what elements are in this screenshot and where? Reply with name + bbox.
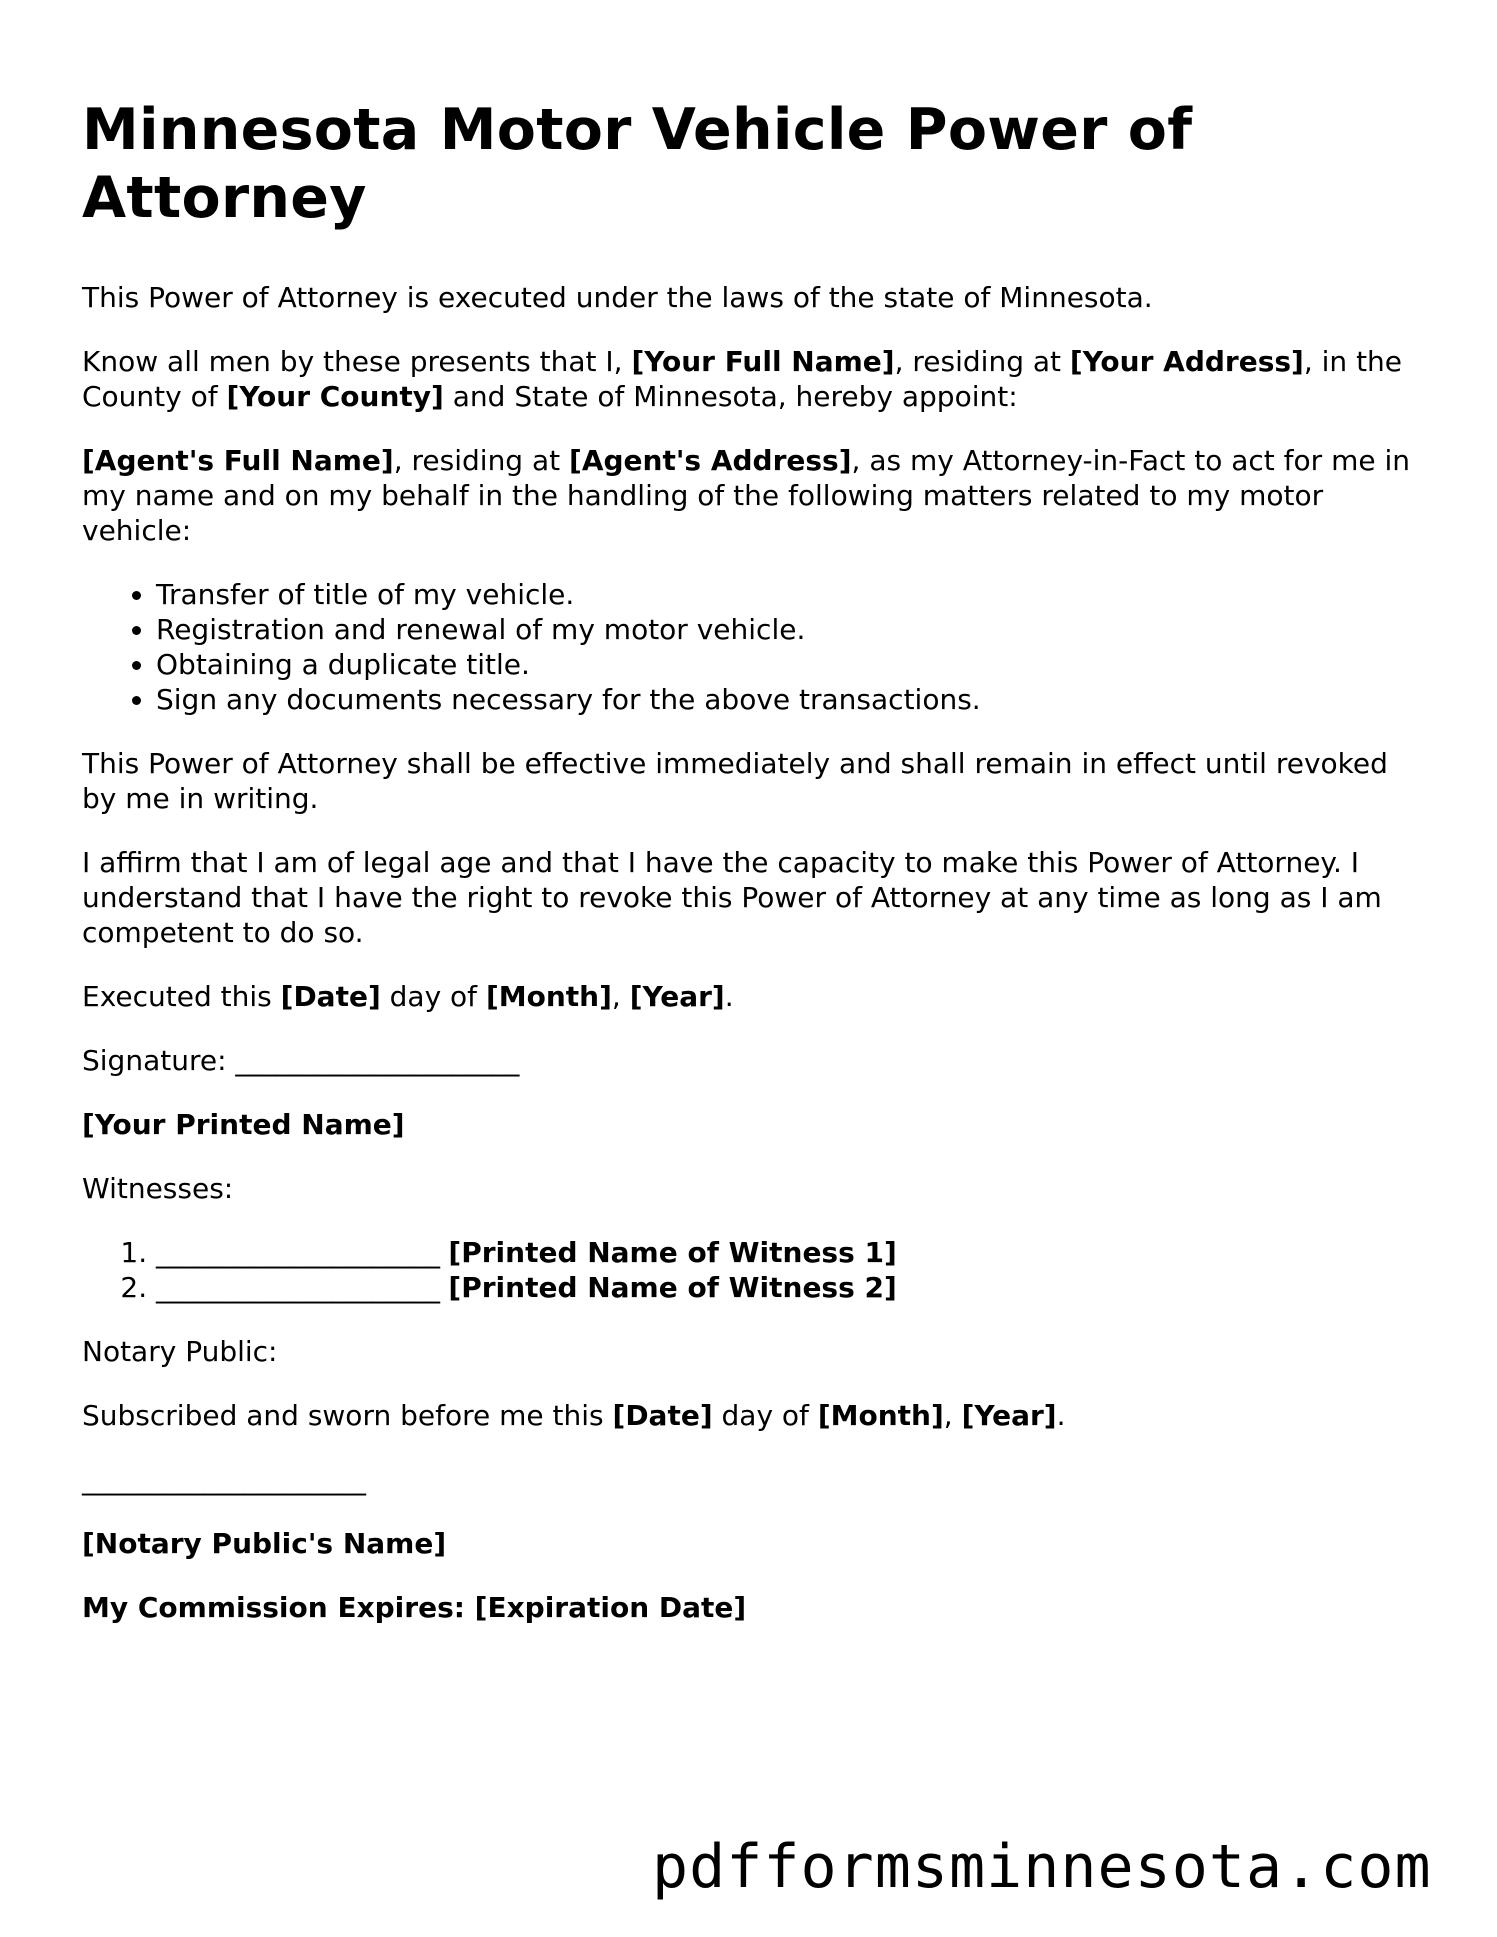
sworn-text-1: Subscribed and sworn before me this: [82, 1399, 613, 1432]
sworn-date-placeholder: [Date]: [612, 1399, 713, 1432]
notary-name-paragraph: [82, 1526, 1422, 1561]
document-title: Minnesota Motor Vehicle Power of Attorney: [82, 97, 1193, 231]
executed-text-2: day of: [380, 980, 486, 1013]
notary-label: Notary Public:: [82, 1335, 278, 1368]
appointment-paragraph: [82, 344, 1422, 414]
agent-name-placeholder: [Agent's Full Name]: [82, 444, 394, 477]
agent-paragraph: [82, 443, 1422, 548]
sworn-paragraph: [82, 1398, 1422, 1433]
agent-address-placeholder: [Agent's Address]: [569, 444, 852, 477]
list-item: [156, 1235, 1422, 1270]
notary-signature-blank[interactable]: _____________________: [82, 1463, 366, 1496]
list-item: • Transfer of title of my vehicle.: [156, 577, 1422, 612]
sworn-text-2: day of: [712, 1399, 818, 1432]
printed-name-paragraph: [82, 1107, 1422, 1142]
effective-paragraph: This Power of Attorney shall be effective immediately and shall remain in effect until revoked by me in writing.: [82, 747, 1388, 815]
document: [82, 96, 1422, 1654]
executed-date-placeholder: [Date]: [280, 980, 381, 1013]
sworn-text-3: ,: [943, 1399, 962, 1432]
notary-name-placeholder: [Notary Public's Name]: [82, 1527, 447, 1560]
list-item: • Sign any documents necessary for the above transactions.: [156, 682, 1422, 717]
intro-paragraph: This Power of Attorney is executed under the laws of the state of Minnesota.: [82, 281, 1153, 314]
witness-signature-blank[interactable]: _____________________: [156, 1236, 440, 1269]
sworn-text-4: .: [1056, 1399, 1066, 1432]
executed-text-4: .: [724, 980, 734, 1013]
powers-list: [82, 577, 1422, 717]
commission-expiration: My Commission Expires: [Expiration Date]: [82, 1591, 747, 1624]
signature-line: [82, 1043, 1422, 1078]
principal-name-placeholder: [Your Full Name]: [631, 345, 895, 378]
principal-county-placeholder: [Your County]: [226, 380, 444, 413]
appointment-text-1: Know all men by these presents that I,: [82, 345, 632, 378]
executed-paragraph: [82, 979, 1422, 1014]
executed-text-3: ,: [611, 980, 630, 1013]
executed-year-placeholder: [Year]: [629, 980, 725, 1013]
list-item: • Registration and renewal of my motor vehicle.: [156, 612, 1422, 647]
witness-name-placeholder: [Printed Name of Witness 2]: [448, 1271, 897, 1304]
commission-paragraph: [82, 1590, 1422, 1625]
principal-address-placeholder: [Your Address]: [1069, 345, 1304, 378]
witnesses-label: Witnesses:: [82, 1172, 234, 1205]
site-watermark: pdfformsminnesota.com: [652, 1832, 1432, 1902]
list-item: • Obtaining a duplicate title.: [156, 647, 1422, 682]
sworn-year-placeholder: [Year]: [961, 1399, 1057, 1432]
appointment-text-4: and State of Minnesota, hereby appoint:: [443, 380, 1018, 413]
witness-signature-blank[interactable]: _____________________: [156, 1271, 440, 1304]
affirmation-paragraph: I affirm that I am of legal age and that I have the capacity to make this Power of Attorney. I understand that I have the right to revoke this Power of Attorney at any time as long as I am competent to do so.: [82, 846, 1382, 949]
signature-label: Signature:: [82, 1044, 236, 1077]
executed-text-1: Executed this: [82, 980, 281, 1013]
executed-month-placeholder: [Month]: [485, 980, 612, 1013]
appointment-text-2: , residing at: [894, 345, 1070, 378]
witness-name-placeholder: [Printed Name of Witness 1]: [448, 1236, 897, 1269]
signature-blank[interactable]: _____________________: [235, 1044, 519, 1077]
notary-signature-line: [82, 1462, 1422, 1497]
agent-text-2: , as my Attorney-in-Fact to act for me in my name and on my behalf in the handling of the following matters related to my motor vehicle:: [82, 444, 1411, 547]
printed-name-placeholder: [Your Printed Name]: [82, 1108, 405, 1141]
list-item: [156, 1270, 1422, 1305]
witnesses-list: [82, 1235, 1422, 1305]
sworn-month-placeholder: [Month]: [817, 1399, 944, 1432]
appointment-text-3: , in the County of: [82, 345, 1403, 413]
agent-text-1: , residing at: [393, 444, 570, 477]
